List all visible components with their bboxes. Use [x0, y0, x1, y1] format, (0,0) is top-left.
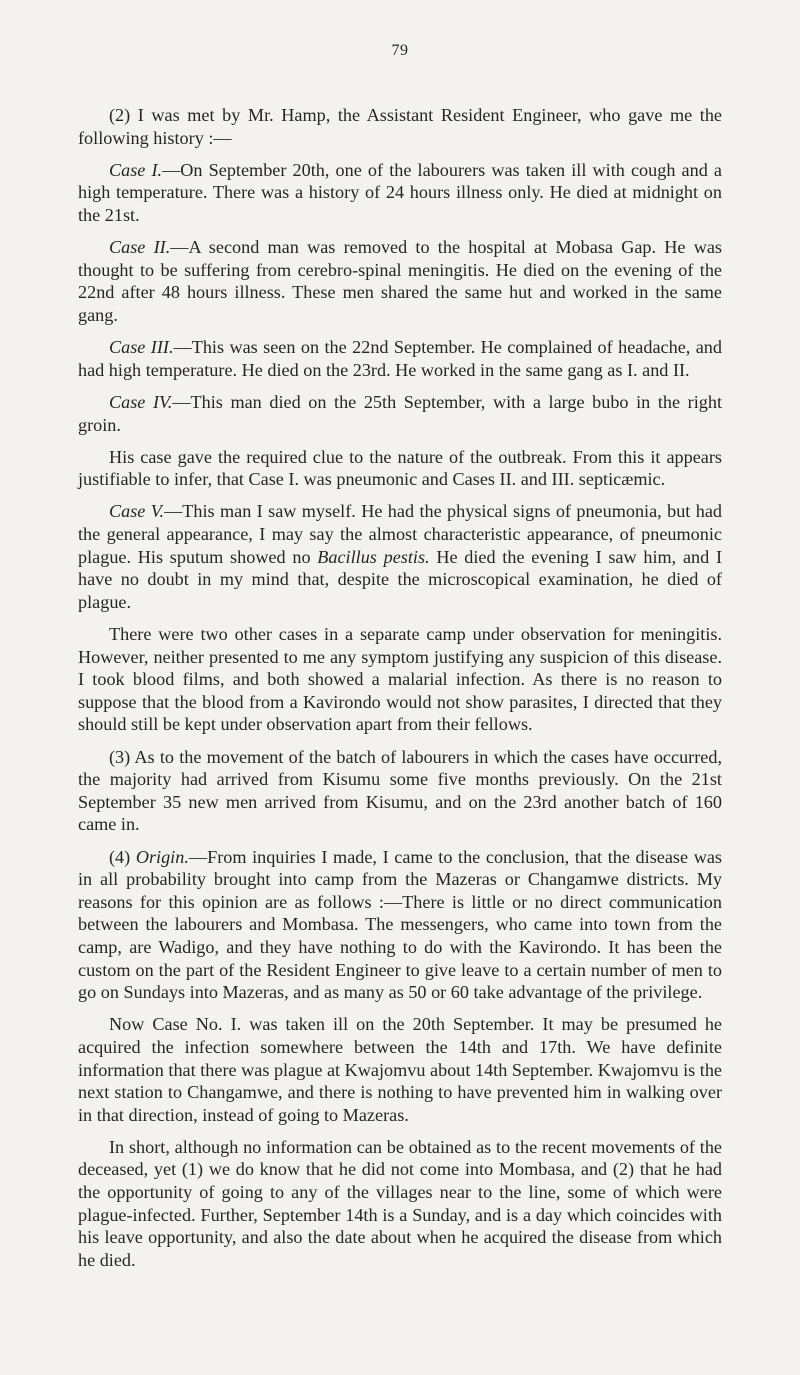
- case-label: Case V.: [109, 501, 165, 522]
- paragraph-meningitis-camp: There were two other cases in a separate camp under observation for meningitis. However, neither presented to me any symptom justifying any suspicion of this disease. I took blood films, and both showed a malarial infection. As there is no reason to suppose that the blood from a Kavirondo would not show parasites, I directed that they should still be kept under observation apart from their fellows.: [78, 624, 722, 735]
- paragraph-history-intro: (2) I was met by Mr. Hamp, the Assistant Resident Engineer, who gave me the following history :—: [78, 105, 722, 148]
- paragraph-case-iii: Case III.—This was seen on the 22nd September. He complained of headache, and had high temperature. He died on the 23rd. He worked in the same gang as I. and II.: [78, 337, 722, 380]
- body-text: [78, 104, 722, 1281]
- case-label: Case IV.: [109, 391, 173, 412]
- paragraph-case-iv: Case IV.—This man died on the 25th September, with a large bubo in the right groin.: [78, 391, 722, 435]
- paragraph-case-v: Case V.—This man I saw myself. He had the physical signs of pneumonia, but had the general appearance, I may say the almost characteristic appearance, of pneumonic plague. His sputum showed no Bacillus pestis. He died the evening I saw him, and I have no doubt in my mind that, despite the microscopical examination, he died of plague.: [78, 501, 722, 612]
- paragraph-inference: His case gave the required clue to the nature of the outbreak. From this it appears justifiable to infer, that Case I. was pneumonic and Cases II. and III. septicæmic.: [78, 446, 722, 490]
- paragraph-case-ii: Case II.—A second man was removed to the hospital at Mobasa Gap. He was thought to be suffering from cerebro-spinal meningitis. He died on the evening of the 22nd after 48 hours illness. These men shared the same hut and worked in the same gang.: [78, 237, 722, 325]
- paragraph-summary: In short, although no information can be obtained as to the recent movements of the deceased, yet (1) we do know that he did not come into Mombasa, and (2) that he had the opportunity of going to any of the villages near to the line, some of which were plague-infected. Further, September 14th is a Sunday, and is a day which coincides with his leave opportunity, and also the date about when he acquired the disease from which he died.: [78, 1136, 722, 1270]
- page-number: 79: [391, 42, 409, 59]
- paragraph-case-i-infection: Now Case No. I. was taken ill on the 20th September. It may be presumed he acquired the infection somewhere between the 14th and 17th. We have definite information that there was plague at Kwajomvu about 14th September. Kwajomvu is the next station to Changamwe, and there is nothing to have prevented him in walking over in that direction, instead of going to Mazeras.: [78, 1014, 722, 1125]
- paragraph-origin: (4) Origin.—From inquiries I made, I came to the conclusion, that the disease was in all probability brought into camp from the Mazeras or Changamwe districts. My reasons for this opinion are as follows :—There is little or no direct communication between the labourers and Mombasa. The messengers, who came into town from the camp, are Wadigo, and they have nothing to do with the Kavirondo. It has been the custom on the part of the Resident Engineer to give leave to a certain number of men to go on Sundays into Mazeras, and as many as 50 or 60 take advantage of the privilege.: [78, 846, 722, 1003]
- paragraph-movement: (3) As to the movement of the batch of labourers in which the cases have occurred, the majority had arrived from Kisumu some five months previously. On the 21st September 35 new men arrived from Kisumu, and on the 23rd another batch of 160 came in.: [78, 746, 722, 835]
- case-label: Case II.: [109, 237, 171, 258]
- section-label: Origin.: [135, 846, 189, 867]
- case-label: Case III.: [109, 337, 174, 358]
- case-label: Case I.: [109, 159, 163, 180]
- paragraph-case-i: Case I.—On September 20th, one of the labourers was taken ill with cough and a high temperature. There was a history of 24 hours illness only. He died at midnight on the 21st.: [78, 159, 722, 225]
- organism-name: Bacillus pestis.: [317, 546, 430, 567]
